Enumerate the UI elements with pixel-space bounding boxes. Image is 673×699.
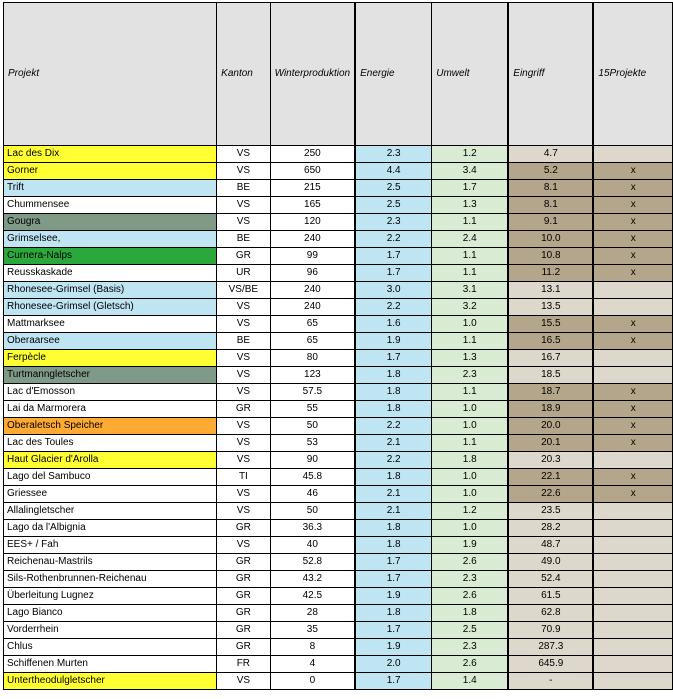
cell-kanton: VS (217, 316, 270, 333)
table-row (4, 605, 673, 622)
cell-kanton: VS (217, 673, 270, 690)
cell-eingriff: 11.2 (508, 265, 593, 282)
cell-15projekte (593, 537, 672, 554)
cell-projekt: Oberaletsch Speicher (4, 418, 217, 435)
cell-projekt: Lai da Marmorera (4, 401, 217, 418)
cell-winterproduktion: 8 (270, 639, 355, 656)
cell-winterproduktion: 0 (270, 673, 355, 690)
cell-15projekte (593, 367, 672, 384)
cell-winterproduktion: 250 (270, 146, 355, 163)
table-row (4, 401, 673, 418)
cell-energie: 1.7 (355, 265, 432, 282)
cell-energie: 1.7 (355, 571, 432, 588)
cell-umwelt: 1.8 (432, 452, 509, 469)
cell-eingriff: 48.7 (508, 537, 593, 554)
cell-projekt: Untertheodulgletscher (4, 673, 217, 690)
cell-15projekte (593, 605, 672, 622)
cell-winterproduktion: 46 (270, 486, 355, 503)
table-row (4, 248, 673, 265)
cell-winterproduktion: 240 (270, 282, 355, 299)
cell-eingriff: 49.0 (508, 554, 593, 571)
cell-umwelt: 1.1 (432, 214, 509, 231)
cell-projekt: Schiffenen Murten (4, 656, 217, 673)
cell-kanton: GR (217, 520, 270, 537)
cell-eingriff: 9.1 (508, 214, 593, 231)
cell-eingriff: 16.5 (508, 333, 593, 350)
cell-winterproduktion: 55 (270, 401, 355, 418)
table-row (4, 452, 673, 469)
cell-umwelt: 1.1 (432, 265, 509, 282)
table-row (4, 367, 673, 384)
cell-umwelt: 2.6 (432, 588, 509, 605)
table-row (4, 486, 673, 503)
cell-15projekte (593, 554, 672, 571)
cell-umwelt: 2.5 (432, 622, 509, 639)
cell-umwelt: 1.8 (432, 605, 509, 622)
cell-winterproduktion: 120 (270, 214, 355, 231)
cell-projekt: Trift (4, 180, 217, 197)
table-row (4, 537, 673, 554)
cell-15projekte (593, 299, 672, 316)
cell-energie: 1.7 (355, 350, 432, 367)
cell-umwelt: 1.1 (432, 435, 509, 452)
cell-kanton: BE (217, 333, 270, 350)
cell-kanton: VS (217, 486, 270, 503)
cell-umwelt: 1.0 (432, 469, 509, 486)
cell-projekt: Chlus (4, 639, 217, 656)
cell-umwelt: 1.4 (432, 673, 509, 690)
cell-winterproduktion: 35 (270, 622, 355, 639)
cell-kanton: VS (217, 146, 270, 163)
cell-kanton: VS (217, 452, 270, 469)
table-row (4, 656, 673, 673)
cell-energie: 1.8 (355, 401, 432, 418)
cell-winterproduktion: 28 (270, 605, 355, 622)
cell-energie: 1.6 (355, 316, 432, 333)
cell-kanton: VS (217, 537, 270, 554)
cell-projekt: Vorderrhein (4, 622, 217, 639)
cell-projekt: Grimselsee, (4, 231, 217, 248)
cell-kanton: VS (217, 299, 270, 316)
cell-energie: 2.1 (355, 503, 432, 520)
header-projekt: Projekt (4, 3, 217, 146)
cell-projekt: Ferpècle (4, 350, 217, 367)
cell-projekt: Chummensee (4, 197, 217, 214)
cell-projekt: Reusskaskade (4, 265, 217, 282)
cell-umwelt: 1.0 (432, 520, 509, 537)
cell-eingriff: 287.3 (508, 639, 593, 656)
cell-energie: 1.7 (355, 622, 432, 639)
cell-15projekte (593, 673, 672, 690)
cell-eingriff: 22.6 (508, 486, 593, 503)
cell-umwelt: 1.2 (432, 146, 509, 163)
cell-eingriff: 20.3 (508, 452, 593, 469)
cell-projekt: Lac des Toules (4, 435, 217, 452)
cell-kanton: VS (217, 503, 270, 520)
table-row (4, 469, 673, 486)
table-row (4, 520, 673, 537)
cell-eingriff: 52.4 (508, 571, 593, 588)
cell-energie: 1.8 (355, 605, 432, 622)
cell-projekt: Lac des Dix (4, 146, 217, 163)
cell-15projekte (593, 282, 672, 299)
cell-eingriff: 645.9 (508, 656, 593, 673)
header-winterproduktion: Winterproduktion (270, 3, 355, 146)
table-row (4, 265, 673, 282)
cell-15projekte (593, 622, 672, 639)
cell-umwelt: 3.2 (432, 299, 509, 316)
cell-winterproduktion: 96 (270, 265, 355, 282)
table-row (4, 231, 673, 248)
cell-kanton: VS (217, 350, 270, 367)
cell-15projekte: x (593, 418, 672, 435)
cell-kanton: VS (217, 197, 270, 214)
cell-15projekte (593, 571, 672, 588)
cell-umwelt: 1.2 (432, 503, 509, 520)
cell-eingriff: - (508, 673, 593, 690)
cell-energie: 1.8 (355, 537, 432, 554)
cell-energie: 2.2 (355, 231, 432, 248)
cell-15projekte: x (593, 401, 672, 418)
cell-eingriff: 4.7 (508, 146, 593, 163)
header-energie: Energie (355, 3, 432, 146)
header-15projekte: 15Projekte (593, 3, 672, 146)
cell-kanton: VS (217, 214, 270, 231)
cell-winterproduktion: 40 (270, 537, 355, 554)
cell-winterproduktion: 52.8 (270, 554, 355, 571)
cell-winterproduktion: 4 (270, 656, 355, 673)
table-row (4, 503, 673, 520)
table-body (4, 146, 673, 690)
cell-winterproduktion: 45.8 (270, 469, 355, 486)
cell-15projekte (593, 520, 672, 537)
cell-15projekte (593, 503, 672, 520)
cell-eingriff: 18.9 (508, 401, 593, 418)
cell-eingriff: 20.1 (508, 435, 593, 452)
table-row (4, 639, 673, 656)
cell-energie: 2.1 (355, 486, 432, 503)
table-row (4, 554, 673, 571)
cell-eingriff: 10.0 (508, 231, 593, 248)
cell-projekt: Turtmanngletscher (4, 367, 217, 384)
cell-energie: 2.2 (355, 418, 432, 435)
cell-eingriff: 16.7 (508, 350, 593, 367)
cell-umwelt: 2.3 (432, 571, 509, 588)
cell-winterproduktion: 50 (270, 418, 355, 435)
cell-eingriff: 8.1 (508, 197, 593, 214)
table-row (4, 299, 673, 316)
cell-projekt: Gorner (4, 163, 217, 180)
cell-eingriff: 61.5 (508, 588, 593, 605)
cell-15projekte: x (593, 469, 672, 486)
cell-winterproduktion: 80 (270, 350, 355, 367)
cell-umwelt: 1.3 (432, 197, 509, 214)
cell-energie: 2.1 (355, 435, 432, 452)
cell-15projekte: x (593, 486, 672, 503)
cell-15projekte (593, 350, 672, 367)
cell-eingriff: 8.1 (508, 180, 593, 197)
cell-projekt: Sils-Rothenbrunnen-Reichenau (4, 571, 217, 588)
cell-kanton: GR (217, 605, 270, 622)
cell-energie: 2.3 (355, 146, 432, 163)
cell-projekt: Lago del Sambuco (4, 469, 217, 486)
cell-winterproduktion: 240 (270, 299, 355, 316)
table-row (4, 588, 673, 605)
cell-projekt: Reichenau-Mastrils (4, 554, 217, 571)
cell-kanton: VS (217, 418, 270, 435)
cell-umwelt: 2.4 (432, 231, 509, 248)
cell-projekt: EES+ / Fah (4, 537, 217, 554)
cell-projekt: Lago da l'Albignia (4, 520, 217, 537)
cell-winterproduktion: 99 (270, 248, 355, 265)
cell-15projekte (593, 588, 672, 605)
cell-winterproduktion: 42.5 (270, 588, 355, 605)
cell-15projekte (593, 452, 672, 469)
cell-umwelt: 1.1 (432, 248, 509, 265)
cell-energie: 1.9 (355, 639, 432, 656)
table-row (4, 418, 673, 435)
cell-kanton: VS (217, 384, 270, 401)
cell-kanton: GR (217, 622, 270, 639)
cell-kanton: VS (217, 435, 270, 452)
cell-kanton: VS (217, 163, 270, 180)
cell-projekt: Rhonesee-Grimsel (Gletsch) (4, 299, 217, 316)
cell-kanton: BE (217, 180, 270, 197)
cell-eingriff: 5.2 (508, 163, 593, 180)
projects-table (3, 2, 673, 690)
table-row (4, 571, 673, 588)
cell-energie: 2.5 (355, 197, 432, 214)
cell-15projekte: x (593, 231, 672, 248)
cell-projekt: Griessee (4, 486, 217, 503)
table-row (4, 350, 673, 367)
cell-eingriff: 23.5 (508, 503, 593, 520)
cell-umwelt: 1.1 (432, 384, 509, 401)
cell-winterproduktion: 65 (270, 333, 355, 350)
cell-energie: 2.0 (355, 656, 432, 673)
table-row (4, 146, 673, 163)
cell-umwelt: 2.3 (432, 367, 509, 384)
cell-umwelt: 2.6 (432, 656, 509, 673)
cell-energie: 2.2 (355, 299, 432, 316)
cell-energie: 1.7 (355, 248, 432, 265)
cell-winterproduktion: 53 (270, 435, 355, 452)
table-row (4, 622, 673, 639)
cell-15projekte: x (593, 333, 672, 350)
cell-15projekte: x (593, 384, 672, 401)
cell-umwelt: 1.0 (432, 316, 509, 333)
table-row (4, 197, 673, 214)
cell-winterproduktion: 165 (270, 197, 355, 214)
table-row (4, 180, 673, 197)
cell-umwelt: 1.9 (432, 537, 509, 554)
cell-projekt: Überleitung Lugnez (4, 588, 217, 605)
cell-eingriff: 62.8 (508, 605, 593, 622)
cell-eingriff: 15.5 (508, 316, 593, 333)
cell-projekt: Mattmarksee (4, 316, 217, 333)
cell-kanton: FR (217, 656, 270, 673)
cell-winterproduktion: 650 (270, 163, 355, 180)
cell-eingriff: 13.1 (508, 282, 593, 299)
table-row (4, 333, 673, 350)
cell-energie: 2.5 (355, 180, 432, 197)
cell-winterproduktion: 43.2 (270, 571, 355, 588)
header-kanton: Kanton (217, 3, 270, 146)
cell-winterproduktion: 50 (270, 503, 355, 520)
cell-energie: 1.8 (355, 367, 432, 384)
cell-kanton: TI (217, 469, 270, 486)
cell-15projekte: x (593, 163, 672, 180)
cell-energie: 1.8 (355, 469, 432, 486)
cell-eingriff: 13.5 (508, 299, 593, 316)
cell-energie: 1.8 (355, 384, 432, 401)
cell-eingriff: 10.8 (508, 248, 593, 265)
header-umwelt: Umwelt (432, 3, 509, 146)
cell-eingriff: 20.0 (508, 418, 593, 435)
cell-projekt: Lac d'Emosson (4, 384, 217, 401)
cell-kanton: GR (217, 639, 270, 656)
cell-kanton: VS (217, 367, 270, 384)
cell-eingriff: 18.7 (508, 384, 593, 401)
cell-15projekte: x (593, 435, 672, 452)
cell-energie: 2.3 (355, 214, 432, 231)
cell-projekt: Oberaarsee (4, 333, 217, 350)
cell-energie: 1.8 (355, 520, 432, 537)
cell-projekt: Lago Bianco (4, 605, 217, 622)
cell-15projekte: x (593, 316, 672, 333)
cell-winterproduktion: 240 (270, 231, 355, 248)
table-row (4, 163, 673, 180)
cell-kanton: GR (217, 588, 270, 605)
cell-energie: 1.9 (355, 588, 432, 605)
cell-umwelt: 1.1 (432, 333, 509, 350)
cell-eingriff: 70.9 (508, 622, 593, 639)
cell-15projekte: x (593, 214, 672, 231)
cell-umwelt: 3.4 (432, 163, 509, 180)
table-row (4, 673, 673, 690)
cell-kanton: UR (217, 265, 270, 282)
cell-umwelt: 1.0 (432, 401, 509, 418)
header-row (4, 3, 673, 146)
cell-winterproduktion: 36.3 (270, 520, 355, 537)
cell-winterproduktion: 65 (270, 316, 355, 333)
cell-energie: 1.9 (355, 333, 432, 350)
cell-eingriff: 22.1 (508, 469, 593, 486)
cell-kanton: GR (217, 401, 270, 418)
cell-umwelt: 2.6 (432, 554, 509, 571)
cell-kanton: GR (217, 571, 270, 588)
cell-umwelt: 1.0 (432, 486, 509, 503)
cell-energie: 3.0 (355, 282, 432, 299)
cell-kanton: GR (217, 248, 270, 265)
cell-eingriff: 28.2 (508, 520, 593, 537)
cell-15projekte: x (593, 248, 672, 265)
cell-projekt: Allalingletscher (4, 503, 217, 520)
cell-energie: 2.2 (355, 452, 432, 469)
cell-winterproduktion: 215 (270, 180, 355, 197)
cell-energie: 1.7 (355, 673, 432, 690)
cell-umwelt: 3.1 (432, 282, 509, 299)
table-row (4, 282, 673, 299)
cell-eingriff: 18.5 (508, 367, 593, 384)
cell-15projekte: x (593, 180, 672, 197)
cell-umwelt: 1.3 (432, 350, 509, 367)
cell-15projekte (593, 639, 672, 656)
table-row (4, 435, 673, 452)
cell-15projekte: x (593, 265, 672, 282)
header-eingriff: Eingriff (508, 3, 593, 146)
cell-kanton: GR (217, 554, 270, 571)
cell-energie: 4.4 (355, 163, 432, 180)
cell-umwelt: 1.0 (432, 418, 509, 435)
cell-kanton: VS/BE (217, 282, 270, 299)
table-row (4, 214, 673, 231)
table-row (4, 384, 673, 401)
cell-kanton: BE (217, 231, 270, 248)
cell-projekt: Rhonesee-Grimsel (Basis) (4, 282, 217, 299)
cell-projekt: Gougra (4, 214, 217, 231)
cell-projekt: Curnera-Nalps (4, 248, 217, 265)
cell-winterproduktion: 57.5 (270, 384, 355, 401)
cell-15projekte (593, 656, 672, 673)
cell-winterproduktion: 90 (270, 452, 355, 469)
cell-projekt: Haut Glacier d'Arolla (4, 452, 217, 469)
cell-winterproduktion: 123 (270, 367, 355, 384)
cell-15projekte (593, 146, 672, 163)
cell-umwelt: 2.3 (432, 639, 509, 656)
cell-15projekte: x (593, 197, 672, 214)
cell-umwelt: 1.7 (432, 180, 509, 197)
table-row (4, 316, 673, 333)
cell-energie: 1.7 (355, 554, 432, 571)
